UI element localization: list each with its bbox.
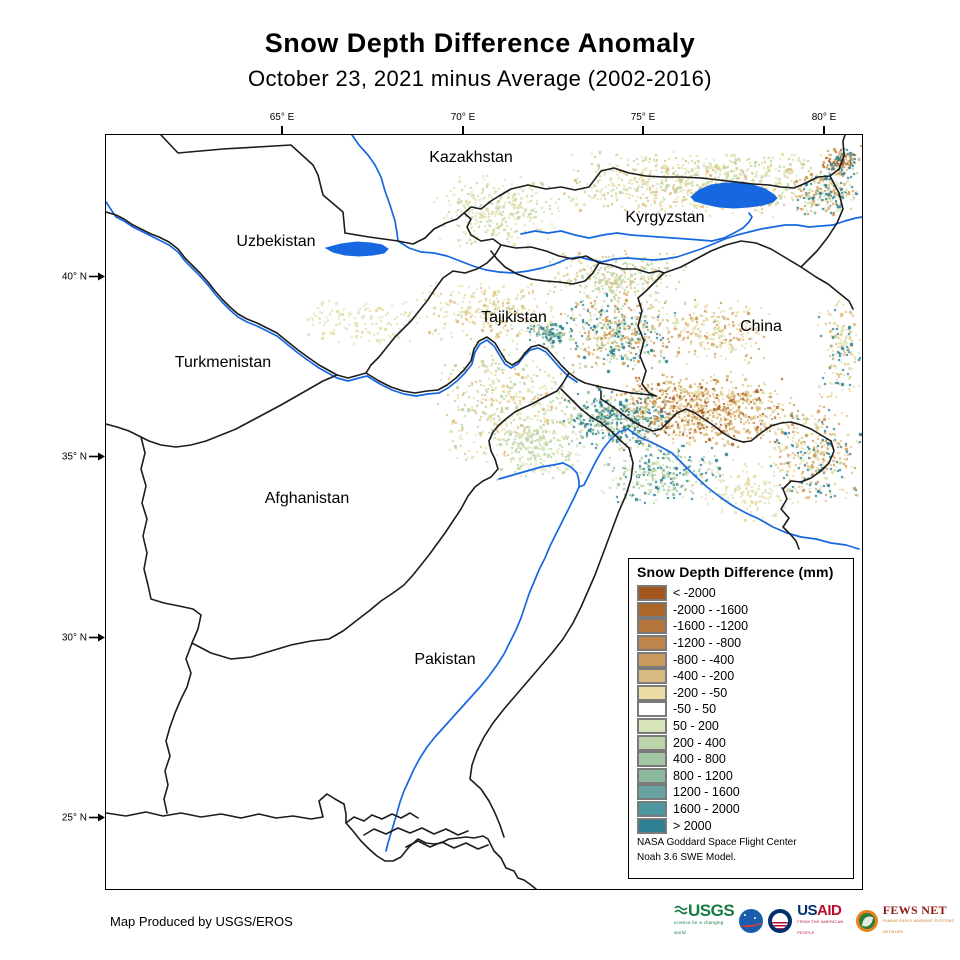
- legend-swatch-8: [637, 718, 667, 734]
- delta-channels-3: [406, 841, 488, 849]
- delta-channels-1: [346, 813, 418, 823]
- y-tick-label-2: 30° N: [61, 632, 87, 644]
- legend-label-6: -200 - -50: [673, 685, 728, 700]
- usaid-aid-text: AID: [817, 901, 842, 919]
- legend-row-1: [637, 602, 853, 619]
- legend-credit-line2: Noah 3.6 SWE Model.: [637, 851, 736, 863]
- legend-title: Snow Depth Difference (mm): [637, 564, 834, 580]
- legend-swatch-0: [637, 585, 667, 601]
- border-china-kyrgyz: [801, 176, 843, 267]
- country-label-uzbekistan: Uzbekistan: [236, 233, 316, 250]
- y-tick-arrow-1: [89, 448, 105, 466]
- legend-swatch-6: [637, 685, 667, 701]
- country-label-turkmenistan: Turkmenistan: [174, 354, 272, 371]
- border-china-pak-aksai: [601, 391, 834, 549]
- map-produced-credit: Map Produced by USGS/EROS: [110, 914, 293, 929]
- delta-channels-2: [364, 828, 468, 835]
- legend-row-14: [637, 817, 853, 834]
- page-title: Snow Depth Difference Anomaly: [264, 28, 696, 58]
- legend-label-11: 800 - 1200: [673, 768, 733, 783]
- coastline: [106, 794, 536, 889]
- y-tick-arrow-0: [89, 268, 105, 286]
- legend-label-1: -2000 - -1600: [673, 602, 749, 617]
- usaid-emblem-icon: [768, 909, 792, 933]
- legend-rows: [637, 585, 853, 834]
- legend: [628, 558, 854, 879]
- lake-aydar: [326, 242, 388, 256]
- usgs-wordmark: USGS: [688, 901, 735, 920]
- legend-row-7: [637, 701, 853, 718]
- legend-label-2: -1600 - -1200: [673, 619, 749, 634]
- agency-logos: [674, 901, 960, 937]
- legend-row-8: [637, 718, 853, 735]
- lake-issyk-kul: [691, 183, 777, 208]
- legend-label-8: 50 - 200: [673, 719, 719, 734]
- x-tick-3: [823, 126, 825, 134]
- usgs-logo: [674, 901, 735, 938]
- legend-row-0: [637, 585, 853, 602]
- border-turkmen-afghan: [141, 375, 337, 447]
- nasa-logo: [739, 909, 763, 933]
- country-label-kyrgyzstan: Kyrgyzstan: [625, 209, 705, 226]
- nasa-swoosh-icon: [740, 919, 763, 929]
- legend-swatch-11: [637, 768, 667, 784]
- legend-row-12: [637, 784, 853, 801]
- legend-label-4: -800 - -400: [673, 652, 735, 667]
- legend-swatch-4: [637, 652, 667, 668]
- usaid-tagline: FROM THE AMERICAN PEOPLE: [797, 918, 844, 935]
- x-tick-label-2: 75° E: [630, 112, 656, 123]
- border-turkmen-iran: [106, 424, 141, 437]
- border-tajik-china: [638, 273, 664, 396]
- x-tick-0: [281, 126, 283, 134]
- border-india-pak: [470, 448, 633, 837]
- legend-swatch-2: [637, 618, 667, 634]
- legend-swatch-1: [637, 602, 667, 618]
- legend-label-7: -50 - 50: [673, 702, 717, 717]
- legend-row-6: [637, 685, 853, 702]
- country-label-china: China: [740, 318, 782, 335]
- legend-credit-line1: NASA Goddard Space Flight Center: [637, 836, 797, 848]
- country-label-afghanistan: Afghanistan: [264, 490, 350, 507]
- usaid-us-text: US: [797, 901, 818, 919]
- legend-label-5: -400 - -200: [673, 669, 735, 684]
- page-subtitle: October 23, 2021 minus Average (2002-2016): [247, 66, 713, 91]
- legend-row-9: [637, 734, 853, 751]
- x-tick-1: [462, 126, 464, 134]
- legend-swatch-3: [637, 635, 667, 651]
- y-tick-label-0: 40° N: [61, 271, 87, 283]
- legend-row-10: [637, 751, 853, 768]
- legend-label-12: 1200 - 1600: [673, 785, 740, 800]
- x-tick-label-3: 80° E: [811, 112, 837, 123]
- legend-label-10: 400 - 800: [673, 752, 726, 767]
- border-loc-kashmir: [561, 389, 629, 448]
- legend-row-5: [637, 668, 853, 685]
- x-tick-label-0: 65° E: [269, 112, 295, 123]
- legend-swatch-10: [637, 751, 667, 767]
- x-tick-label-1: 70° E: [450, 112, 476, 123]
- country-label-tajikistan: Tajikistan: [481, 309, 547, 326]
- legend-row-13: [637, 801, 853, 818]
- legend-row-4: [637, 651, 853, 668]
- legend-label-3: -1200 - -800: [673, 636, 742, 651]
- legend-label-14: > 2000: [673, 818, 712, 833]
- y-tick-label-3: 25° N: [61, 812, 87, 824]
- fewsnet-wordmark: FEWS NET: [882, 902, 947, 917]
- fewsnet-tagline: FAMINE EARLY WARNING SYSTEMS NETWORK: [882, 918, 955, 934]
- legend-swatch-13: [637, 801, 667, 817]
- border-iran-afghan-pak: [141, 437, 201, 813]
- legend-label-13: 1600 - 2000: [673, 802, 740, 817]
- river-kabul: [499, 463, 579, 487]
- legend-swatch-12: [637, 784, 667, 800]
- legend-swatch-5: [637, 668, 667, 684]
- legend-label-0: < -2000: [673, 586, 716, 601]
- x-tick-2: [642, 126, 644, 134]
- fewsnet-logo: [882, 902, 960, 938]
- fewsnet-globe-icon: [856, 910, 878, 932]
- usgs-tagline: science for a changing world: [674, 920, 724, 935]
- y-tick-label-1: 35° N: [61, 451, 87, 463]
- river-syr-darya-upper: [352, 135, 398, 241]
- border-durand-line: [192, 373, 569, 659]
- border-tajik-afghan: [366, 337, 656, 396]
- y-tick-arrow-2: [89, 629, 105, 647]
- country-label-pakistan: Pakistan: [414, 651, 476, 668]
- y-tick-arrow-3: [89, 809, 105, 827]
- legend-swatch-9: [637, 735, 667, 751]
- usaid-logo: [797, 901, 851, 938]
- legend-row-3: [637, 635, 853, 652]
- legend-swatch-7: [637, 701, 667, 717]
- legend-label-9: 200 - 400: [673, 735, 726, 750]
- legend-swatch-14: [637, 818, 667, 834]
- country-label-kazakhstan: Kazakhstan: [429, 149, 513, 166]
- legend-row-11: [637, 768, 853, 785]
- legend-row-2: [637, 618, 853, 635]
- usgs-waves-icon: [674, 904, 688, 918]
